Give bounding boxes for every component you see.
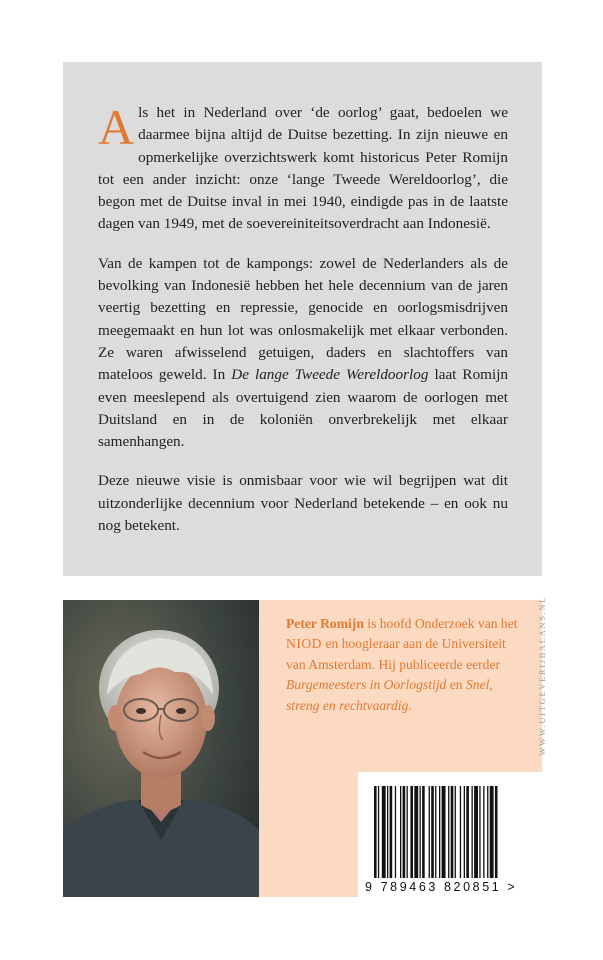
author-bio-text: en hoogleraar aan de Universiteit van Amsterdam. Hij publiceerde eerder — [286, 636, 506, 672]
author-name: Peter Romijn — [286, 616, 364, 631]
isbn-number: 9 789463 820851 > — [365, 880, 518, 894]
earlier-book-2: Snel, streng en rechtvaardig — [286, 677, 493, 713]
blurb-paragraph-1-text: ls het in Nederland over ‘de oorlog’ gaat, bedoelen we daarmee bijna altijd de Duitse bezetting. In zijn nieuwe en opmerkelijke overzichtswerk komt historicus Peter Romijn tot een ander inzicht: onze ‘lange Tweede Wereldoorlog’, die begon met de Duitse inval in mei 1940, eindigde pas in de laatste dagen van 1949, met de soevereiniteitsoverdracht aan Indonesië. — [98, 104, 508, 233]
author-portrait-image — [63, 600, 259, 897]
blurb-panel — [63, 62, 542, 576]
earlier-book-1: Burgemeesters in Oorlogstijd — [286, 677, 447, 693]
book-title: De lange Tweede Wereldoorlog — [231, 366, 429, 384]
publisher-url: WWW.UITGEVERIJBALANS.NL — [537, 596, 547, 756]
niod-abbrev: NIOD — [286, 636, 322, 652]
barcode-icon — [374, 786, 528, 878]
author-bio-text: en — [446, 677, 466, 693]
author-bio-text: . — [408, 697, 412, 713]
blurb-paragraph-2 — [98, 253, 508, 454]
blurb-paragraph-1 — [98, 99, 508, 236]
author-photo — [63, 600, 259, 897]
blurb-paragraph-2-start: Van de kampen tot de kampongs: zowel de Nederlanders als de bevolking van Indonesië hebben het hele decennium van de jaren veertig bezetting en repressie, genocide en oorlogsmisdrijven meegemaakt en hun lot was onlosmakelijk met elkaar verbonden. Ze waren afwisselend getuigen, daders en slachtoffers van mateloos geweld. In — [98, 254, 508, 384]
drop-cap: A — [98, 99, 135, 155]
blurb-paragraph-2-end: laat Romijn even meeslepend als overtuigend zien waarom de oorlogen met Duitsland en in de koloniën onverbrekelijk met elkaar samenhangen. — [98, 366, 509, 451]
blurb-paragraph-3: Deze nieuwe visie is onmisbaar voor wie wil begrijpen wat dit uitzonderlijke decennium voor Nederland betekende – en ook nu nog betekent. — [98, 472, 508, 535]
author-bio-text: is hoofd Onderzoek van het — [363, 616, 518, 631]
author-bio — [286, 614, 526, 716]
